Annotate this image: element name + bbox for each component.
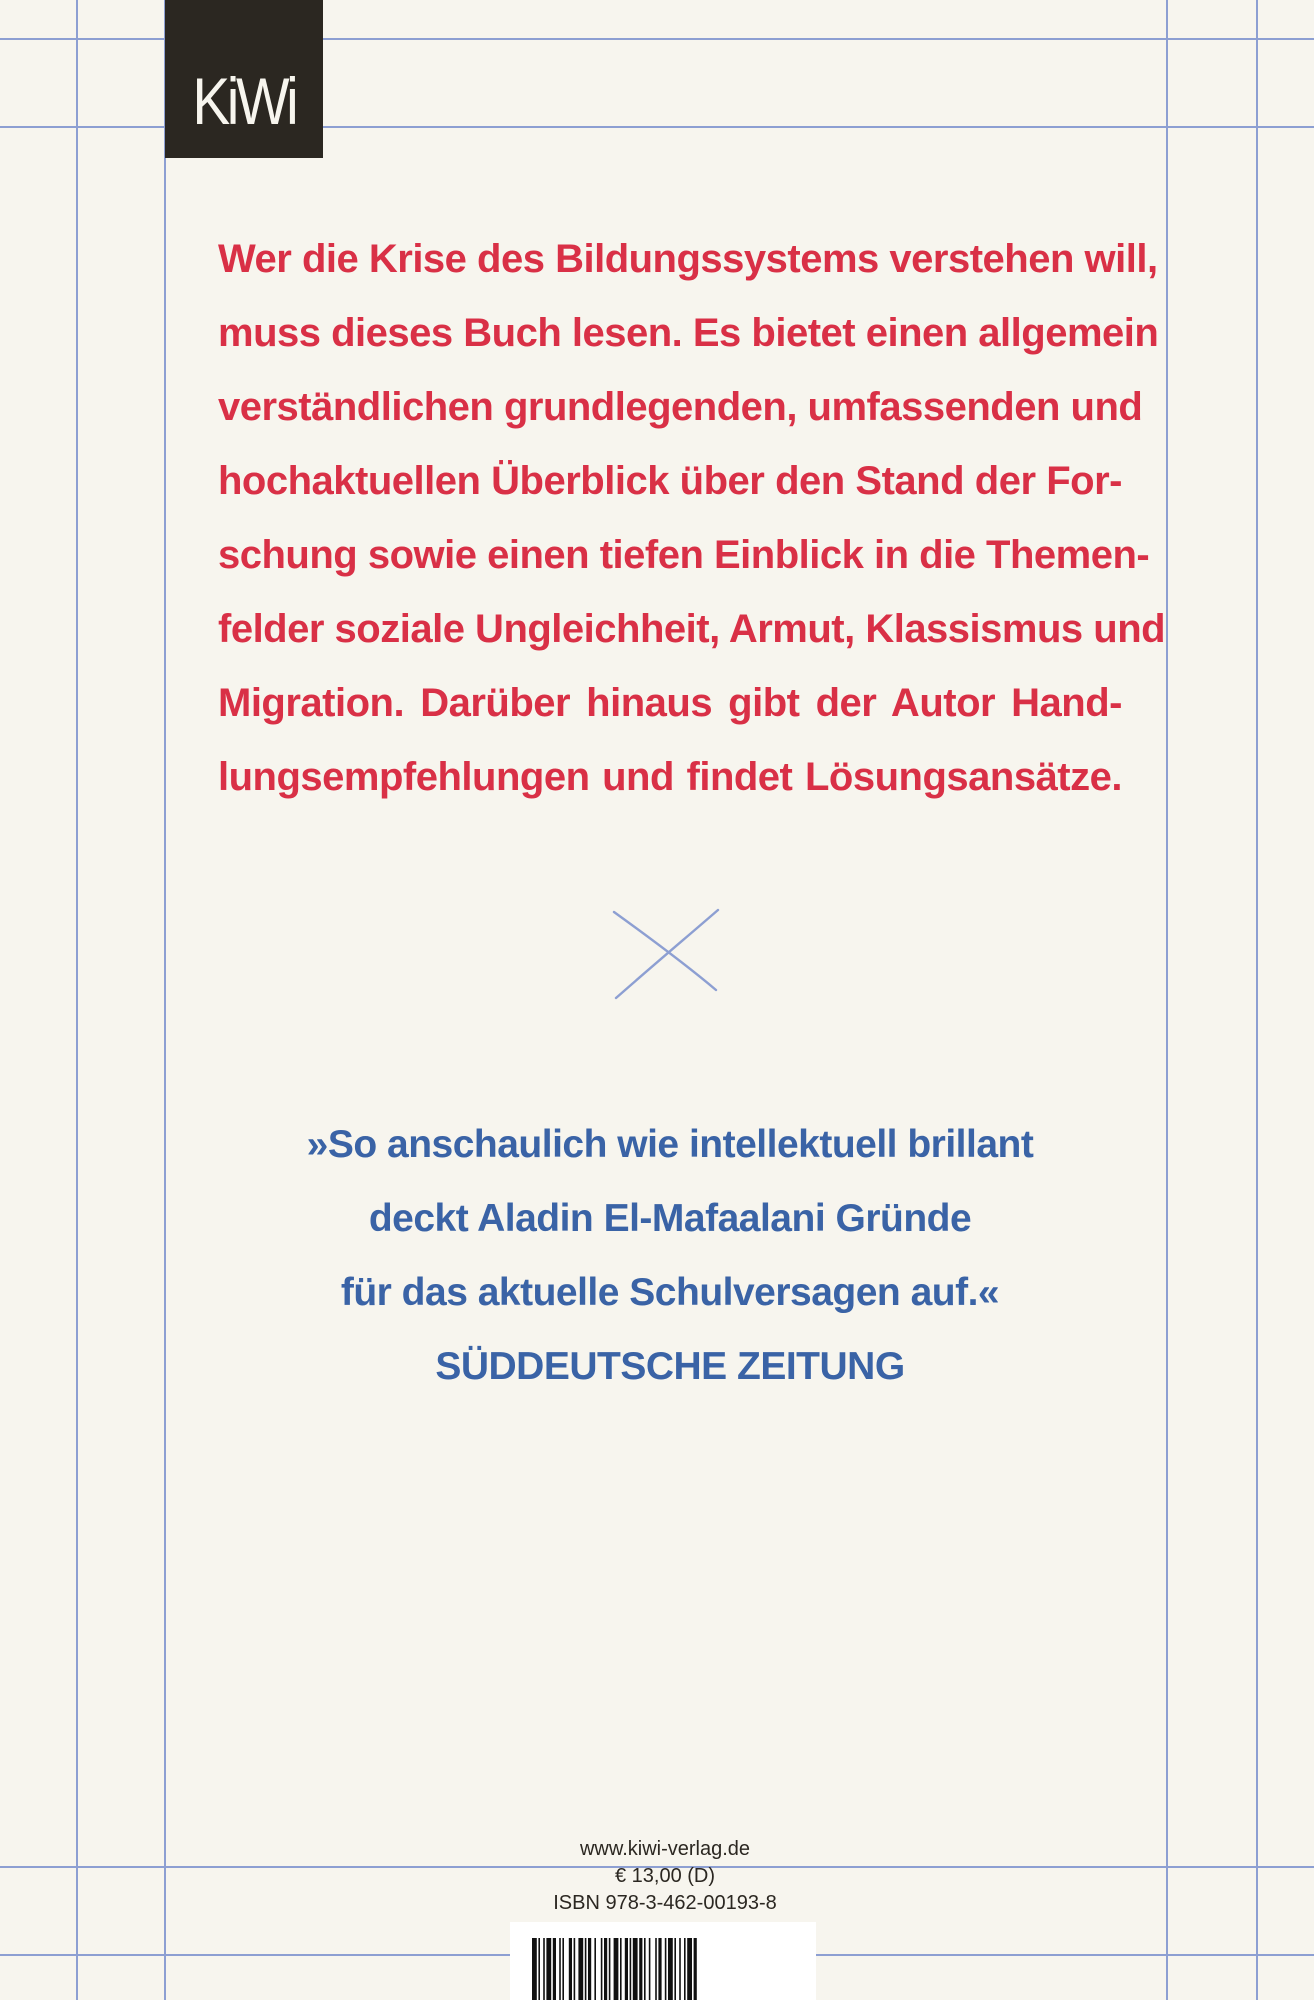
barcode [510, 1922, 816, 2000]
cross-mark-icon [610, 906, 720, 1002]
barcode-bar [562, 1938, 564, 2000]
barcode-bar [674, 1938, 676, 2000]
barcode-bar [679, 1938, 681, 2000]
price: € 13,00 (D) [614, 1865, 716, 1887]
blurb-line: Wer die Krise des Bildungssystems verstehen will, [218, 237, 1158, 281]
barcode-bar [588, 1938, 591, 2000]
imprint [500, 1836, 830, 1917]
barcode-bar [658, 1938, 661, 2000]
blurb-line: Migration. Darüber hinaus gibt der Autor Hand- [218, 681, 1122, 725]
blurb-line: schung sowie einen tiefen Einblick in die Themen- [218, 533, 1150, 577]
barcode-bar [559, 1938, 561, 2000]
grid-line-vertical [1166, 0, 1168, 2000]
book-blurb [218, 222, 1166, 814]
blurb-line: verständlichen grundlegenden, umfassenden und [218, 385, 1143, 429]
barcode-bar [538, 1938, 540, 2000]
barcode-bar [578, 1938, 583, 2000]
barcode-bar [532, 1938, 537, 2000]
publisher-logo [165, 0, 323, 158]
barcode-bar [546, 1938, 551, 2000]
barcode-bars [532, 1938, 794, 2000]
barcode-bar [633, 1938, 638, 2000]
barcode-bar [630, 1938, 632, 2000]
barcode-bar [639, 1938, 642, 2000]
barcode-bar [585, 1938, 587, 2000]
barcode-bar [620, 1938, 622, 2000]
isbn: ISBN 978-3-462-00193-8 [553, 1892, 777, 1914]
blurb-line: lungsempfehlungen und findet Lösungsansätze. [218, 755, 1122, 799]
barcode-bar [601, 1938, 603, 2000]
quote-line: für das aktuelle Schulversagen auf.« [340, 1271, 1000, 1314]
blurb-line: muss dieses Buch lesen. Es bietet einen allgemein [218, 311, 1159, 355]
grid-line-vertical [76, 0, 78, 2000]
barcode-bar [694, 1938, 697, 2000]
blurb-line: hochaktuellen Überblick über den Stand der For- [218, 459, 1122, 503]
barcode-bar [569, 1938, 572, 2000]
barcode-bar [594, 1938, 596, 2000]
barcode-bar [574, 1938, 576, 2000]
barcode-bar [614, 1938, 619, 2000]
grid-line-vertical [164, 0, 166, 2000]
publisher-logo-text: KiWi [192, 64, 296, 138]
barcode-bar [625, 1938, 628, 2000]
barcode-bar [649, 1938, 651, 2000]
quote-line: »So anschaulich wie intellektuell brillant [306, 1123, 1034, 1166]
quote-line: deckt Aladin El-Mafaalani Gründe [368, 1197, 972, 1240]
publisher-website: www.kiwi-verlag.de [579, 1838, 751, 1860]
barcode-bar [668, 1938, 673, 2000]
barcode-bar [604, 1938, 607, 2000]
barcode-bar [687, 1938, 692, 2000]
barcode-bar [609, 1938, 611, 2000]
press-quote [200, 1108, 1140, 1404]
barcode-bar [553, 1938, 556, 2000]
blurb-line: felder soziale Ungleichheit, Armut, Klassismus und [218, 607, 1166, 651]
grid-line-vertical [1256, 0, 1258, 2000]
barcode-bar [684, 1938, 686, 2000]
quote-source: SÜDDEUTSCHE ZEITUNG [435, 1345, 905, 1388]
barcode-bar [644, 1938, 646, 2000]
barcode-bar [655, 1938, 657, 2000]
barcode-bar [543, 1938, 545, 2000]
barcode-bar [665, 1938, 667, 2000]
